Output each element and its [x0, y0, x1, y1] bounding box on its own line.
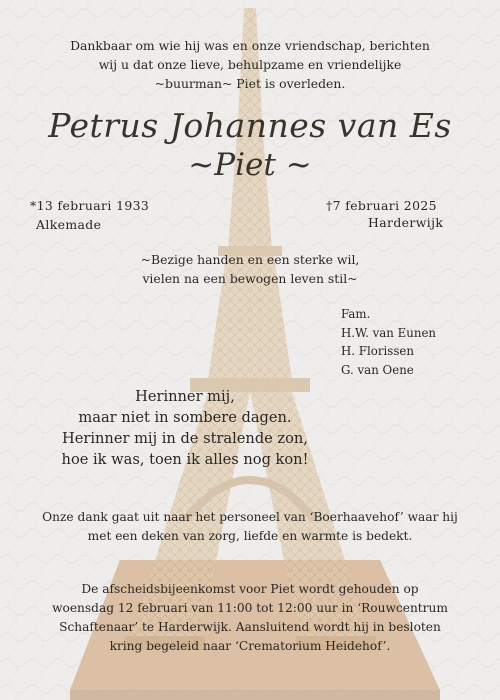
poem-line: Herinner mij, — [135, 388, 235, 405]
thanks-text — [30, 508, 470, 546]
family-name: G. van Oene — [341, 362, 414, 377]
death-place: Harderwijk — [368, 215, 444, 230]
death-date: †7 februari 2025 — [326, 198, 437, 213]
deceased-full-name: Petrus Johannes van Es — [48, 106, 452, 145]
thanks-line: Onze dank gaat uit naar het personeel van ‘Boerhaavehof’ waar hij — [42, 510, 458, 524]
family-name: H. Florissen — [341, 344, 414, 358]
thanks-line: met een deken van zorg, liefde en warmte is bedekt. — [87, 529, 413, 543]
service-line: kring begeleid naar ‘Crematorium Heidehof’. — [109, 639, 391, 653]
announcement-line: Dankbaar om wie hij was en onze vriendschap, berichten — [70, 38, 430, 53]
motto-line: vielen na een bewogen leven stil~ — [142, 271, 358, 286]
family-signature — [341, 305, 436, 379]
poem-line: maar niet in sombere dagen. — [78, 409, 292, 426]
announcement-line: wij u dat onze lieve, behulpzame en vriendelijke — [98, 57, 402, 72]
poem-line: hoe ik was, toen ik alles nog kon! — [61, 451, 309, 468]
service-details — [30, 580, 470, 656]
announcement-text — [30, 36, 470, 93]
motto-line: ~Bezige handen en een sterke wil, — [140, 252, 360, 267]
service-line: Schaftenaar’ te Harderwijk. Aansluitend wordt hij in besloten — [59, 620, 441, 634]
poem — [40, 386, 330, 470]
service-line: woensdag 12 februari van 11:00 tot 12:00 uur in ‘Rouwcentrum — [52, 601, 448, 615]
birth-place: Alkemade — [36, 217, 102, 232]
motto — [100, 250, 400, 288]
service-line: De afscheidsbijeenkomst voor Piet wordt gehouden op — [81, 582, 419, 596]
poem-line: Herinner mij in de stralende zon, — [62, 430, 308, 447]
birth-date: *13 februari 1933 — [30, 198, 150, 213]
deceased-nickname: ~Piet ~ — [188, 147, 312, 183]
family-name: H.W. van Eunen — [341, 325, 437, 340]
family-label: Fam. — [341, 307, 371, 321]
announcement-line: ~buurman~ Piet is overleden. — [154, 76, 346, 91]
